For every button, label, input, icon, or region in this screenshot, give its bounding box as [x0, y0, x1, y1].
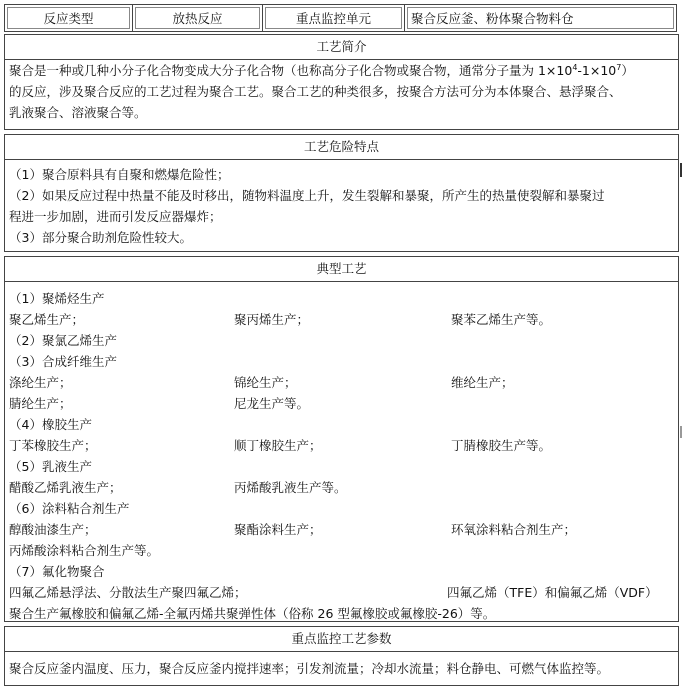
header-table	[4, 4, 677, 32]
monitor-unit-label: 重点监控单元	[263, 5, 405, 31]
monitor-unit-value: 聚合反应釜、粉体聚合物料仓	[405, 5, 676, 31]
list-row: 丁苯橡胶生产； 顺丁橡胶生产； 丁腈橡胶生产等。	[9, 438, 552, 453]
params-body	[4, 652, 679, 686]
list-row: 涤纶生产； 锦纶生产； 维纶生产；	[9, 375, 514, 390]
intro-title: 工艺简介	[4, 34, 679, 60]
scroll-tick	[680, 426, 682, 438]
group-heading: （1）聚烯烃生产	[9, 291, 105, 306]
intro-line-1: 聚合是一种或几种小分子化合物变成大分子化合物（也称高分子化合物或聚合物，通常分子量为 $1\times 10^4-1\times 10^7$）	[9, 62, 634, 78]
typical-body	[4, 282, 679, 622]
group-heading: （2）聚氯乙烯生产	[9, 333, 117, 348]
list-row: 腈纶生产； 尼龙生产等。	[9, 396, 310, 411]
list-row: 四氟乙烯悬浮法、分散法生产聚四氟乙烯； 四氟乙烯（TFE）和偏氟乙烯（VDF）	[9, 585, 658, 600]
list-item: 丙烯酸涂料粘合剂生产等。	[9, 543, 160, 558]
hazards-title: 工艺危险特点	[4, 134, 679, 160]
intro-body	[4, 60, 679, 130]
hazards-body	[4, 160, 679, 252]
intro-line-3: 乳液聚合、溶液聚合等。	[9, 105, 147, 120]
hazard-line: （3）部分聚合助剂危险性较大。	[9, 230, 192, 245]
scroll-tick	[680, 163, 682, 177]
params-title: 重点监控工艺参数	[4, 626, 679, 652]
list-row: 聚乙烯生产； 聚丙烯生产； 聚苯乙烯生产等。	[9, 312, 552, 327]
hazard-line: （2）如果反应过程中热量不能及时移出，随物料温度上升，发生裂解和暴聚，所产生的热量使裂解和暴聚过	[9, 188, 605, 203]
params-line: 聚合反应釜内温度、压力，聚合反应釜内搅拌速率；引发剂流量；冷却水流量；料仓静电、可燃气体监控等。	[9, 661, 610, 676]
reaction-type-label: 反应类型	[5, 5, 133, 31]
list-item: 聚合生产氟橡胶和偏氟乙烯-全氟丙烯共聚弹性体（俗称 26 型氟橡胶或氟橡胶-26）等。	[9, 606, 496, 621]
group-heading: （6）涂料粘合剂生产	[9, 501, 130, 516]
hazard-line: 程进一步加剧，进而引发反应器爆炸；	[9, 209, 222, 224]
group-heading: （7）氟化物聚合	[9, 564, 105, 579]
reaction-type-value: 放热反应	[133, 5, 263, 31]
intro-line-2: 的反应，涉及聚合反应的工艺过程为聚合工艺。聚合工艺的种类很多，按聚合方法可分为本体聚合、悬浮聚合、	[9, 84, 622, 99]
group-heading: （3）合成纤维生产	[9, 354, 117, 369]
list-row: 醇酸油漆生产； 聚酯涂料生产； 环氧涂料粘合剂生产；	[9, 522, 577, 537]
list-row: 醋酸乙烯乳液生产； 丙烯酸乳液生产等。	[9, 480, 347, 495]
group-heading: （4）橡胶生产	[9, 417, 92, 432]
typical-title: 典型工艺	[4, 256, 679, 282]
hazard-line: （1）聚合原料具有自聚和燃爆危险性；	[9, 167, 230, 182]
group-heading: （5）乳液生产	[9, 459, 92, 474]
